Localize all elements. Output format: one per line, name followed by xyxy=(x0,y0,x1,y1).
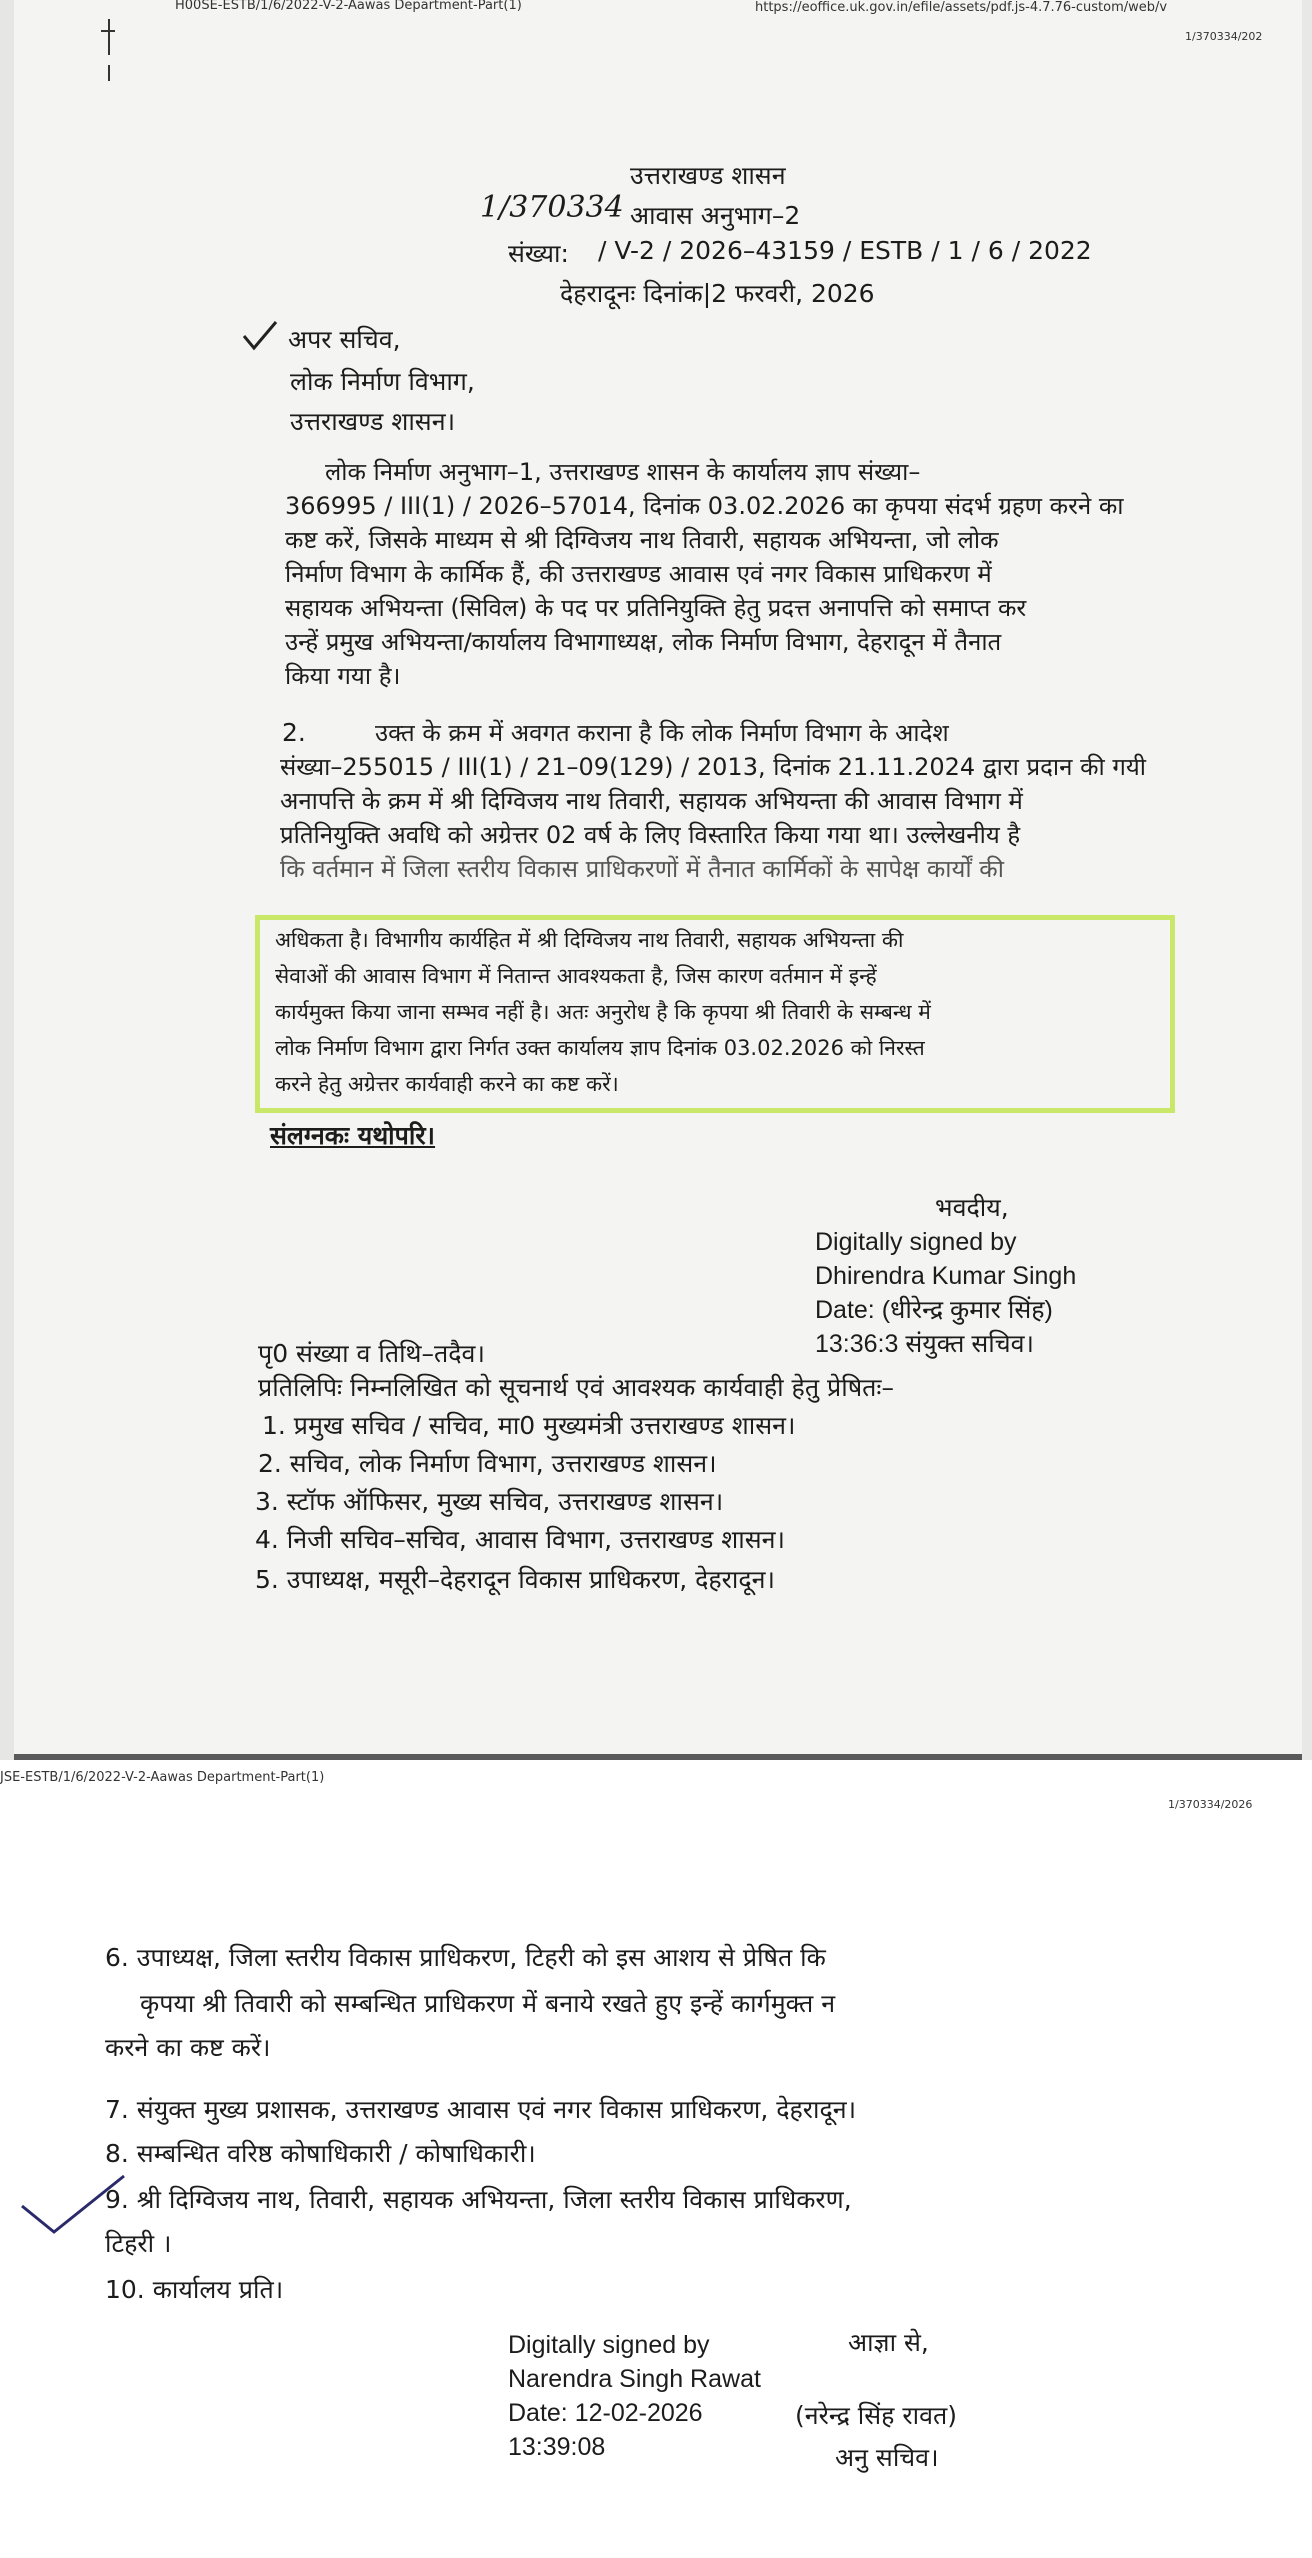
paragraph-2-line: संख्या–255015 / III(1) / 21–09(129) / 2013, दिनांक 21.11.2024 द्वारा प्रदान की गयी xyxy=(280,753,1146,781)
scan-left-edge xyxy=(0,0,14,1760)
tick-mark-icon xyxy=(240,318,280,352)
paragraph-1-line: सहायक अभियन्ता (सिविल) के पद पर प्रतिनियुक्ति हेतु प्रदत्त अनापत्ति को समाप्त कर xyxy=(285,594,1027,622)
paragraph-1-line: निर्माण विभाग के कार्मिक हैं, की उत्तराखण्ड आवास एवं नगर विकास प्राधिकरण में xyxy=(285,560,992,588)
signature-line: 13:36:3 संयुक्त सचिव। xyxy=(815,1330,1034,1358)
file-url-header: https://eoffice.uk.gov.in/efile/assets/pdf.js-4.7.76-custom/web/v xyxy=(755,0,1168,15)
paragraph-2-line: प्रतिनियुक्ति अवधि को अग्रेत्तर 02 वर्ष के लिए विस्तारित किया गया था। उल्लेखनीय है xyxy=(280,821,1021,849)
signature-line: Digitally signed by xyxy=(508,2331,710,2359)
paragraph-1-line: किया गया है। xyxy=(285,662,401,690)
addressee-title: अपर सचिव, xyxy=(288,325,401,354)
by-order: आज्ञा से, xyxy=(848,2328,929,2357)
signature-line: Date: (धीरेन्द्र कुमार सिंह) xyxy=(815,1296,1053,1324)
heading-govt: उत्तराखण्ड शासन xyxy=(630,161,786,190)
copy-list-item-10: 10. कार्यालय प्रति। xyxy=(105,2275,284,2304)
digital-signature-2 xyxy=(508,2328,761,2464)
copy-list-item: 3. स्टॉफ ऑफिसर, मुख्य सचिव, उत्तराखण्ड शासन। xyxy=(255,1487,724,1516)
signature-line: Dhirendra Kumar Singh xyxy=(815,1262,1077,1290)
copy-list-item-9: 9. श्री दिग्विजय नाथ, तिवारी, सहायक अभियन्ता, जिला स्तरीय विकास प्राधिकरण, xyxy=(105,2185,852,2214)
paragraph-2-number: 2. xyxy=(282,718,306,747)
copy-list-item-6-cont: कृपया श्री तिवारी को सम्बन्धित प्राधिकरण में बनाये रखते हुए इन्हें कार्गमुक्त न xyxy=(140,1989,836,2018)
paragraph-2-line: अनापत्ति के क्रम में श्री दिग्विजय नाथ तिवारी, सहायक अभियन्ता की आवास विभाग में xyxy=(280,787,1023,815)
digital-signature-1 xyxy=(815,1225,1076,1361)
paragraph-1-line: उन्हें प्रमुख अभियन्ता/कार्यालय विभागाध्यक्ष, लोक निर्माण विभाग, देहरादून में तैनात xyxy=(285,628,1002,656)
copy-to-heading: प्रतिलिपिः निम्नलिखित को सूचनार्थ एवं आवश्यक कार्यवाही हेतु प्रेषितः– xyxy=(258,1373,894,1402)
file-header-left: H00SE-ESTB/1/6/2022-V-2-Aawas Department-Part(1) xyxy=(175,0,522,13)
copy-list-item-6-cont: करने का कष्ट करें। xyxy=(105,2033,271,2062)
scan-right-edge xyxy=(1302,0,1312,1760)
copy-list-item-6: 6. उपाध्यक्ष, जिला स्तरीय विकास प्राधिकरण, टिहरी को इस आशय से प्रेषित कि xyxy=(105,1943,826,1972)
handwritten-mark-icon xyxy=(95,15,125,85)
sankhya-label: संख्या: xyxy=(508,239,569,268)
copy-list-item: 1. प्रमुख सचिव / सचिव, मा0 मुख्यमंत्री उत्तराखण्ड शासन। xyxy=(262,1411,796,1440)
signatory-designation: अनु सचिव। xyxy=(835,2443,939,2472)
file-header-left: JSE-ESTB/1/6/2022-V-2-Aawas Department-Part(1) xyxy=(0,1770,325,1785)
highlighted-text xyxy=(275,922,1160,1102)
highlighted-line: करने हेतु अग्रेत्तर कार्यवाही करने का कष्ट करें। xyxy=(275,1072,619,1096)
highlighted-line: लोक निर्माण विभाग द्वारा निर्गत उक्त कार्यालय ज्ञाप दिनांक 03.02.2026 को निरस्त xyxy=(275,1036,925,1060)
file-ref-number: 1/370334/202 xyxy=(1185,30,1263,43)
signature-line: Date: 12-02-2026 xyxy=(508,2399,703,2427)
signature-line: Narendra Singh Rawat xyxy=(508,2365,761,2393)
paragraph-2-line: कि वर्तमान में जिला स्तरीय विकास प्राधिकरणों में तैनात कार्मिकों के सापेक्ष कार्यों की xyxy=(280,855,1004,883)
highlighted-line: सेवाओं की आवास विभाग में नितान्त आवश्यकता है, जिस कारण वर्तमान में इन्हें xyxy=(275,964,877,988)
handwritten-diary-number: 1/370334 xyxy=(480,190,624,225)
closing-bhavdiya: भवदीय, xyxy=(935,1193,1009,1222)
addressee-govt: उत्तराखण्ड शासन। xyxy=(290,407,456,436)
copy-list-item: 4. निजी सचिव–सचिव, आवास विभाग, उत्तराखण्ड शासन। xyxy=(255,1525,786,1554)
paragraph-1 xyxy=(285,455,1155,693)
file-ref-number: 1/370334/2026 xyxy=(1168,1798,1253,1811)
copy-list-item-7: 7. संयुक्त मुख्य प्रशासक, उत्तराखण्ड आवास एवं नगर विकास प्राधिकरण, देहरादून। xyxy=(105,2095,857,2124)
signature-line: 13:39:08 xyxy=(508,2433,606,2461)
paragraph-1-line: लोक निर्माण अनुभाग–1, उत्तराखण्ड शासन के कार्यालय ज्ञाप संख्या– xyxy=(325,458,921,486)
signature-line: Digitally signed by xyxy=(815,1228,1017,1256)
paragraph-1-line: कष्ट करें, जिसके माध्यम से श्री दिग्विजय नाथ तिवारी, सहायक अभियन्ता, जो लोक xyxy=(285,526,999,554)
copy-list-item: 5. उपाध्यक्ष, मसूरी–देहरादून विकास प्राधिकरण, देहरादून। xyxy=(255,1565,776,1594)
highlighted-line: कार्यमुक्त किया जाना सम्भव नहीं है। अतः अनुरोध है कि कृपया श्री तिवारी के सम्बन्ध में xyxy=(275,1000,931,1024)
copy-list-item-9-cont: टिहरी । xyxy=(105,2229,172,2258)
letter-date: देहरादूनः दिनांक|2 फरवरी, 2026 xyxy=(560,279,875,308)
addressee-department: लोक निर्माण विभाग, xyxy=(290,367,475,396)
letter-page-2 xyxy=(0,1760,1312,2558)
paragraph-2-line: उक्त के क्रम में अवगत कराना है कि लोक निर्माण विभाग के आदेश xyxy=(375,719,949,747)
reference-line: पृ0 संख्या व तिथि–तदैव। xyxy=(258,1339,485,1368)
letter-number: / V-2 / 2026–43159 / ESTB / 1 / 6 / 2022 xyxy=(598,236,1092,265)
paragraph-2 xyxy=(280,716,1155,886)
highlighted-line: अधिकता है। विभागीय कार्यहित में श्री दिग्विजय नाथ तिवारी, सहायक अभियन्ता की xyxy=(275,928,904,952)
enclosure-note: संलग्नकः यथोपरि। xyxy=(270,1121,436,1150)
copy-list-item-8: 8. सम्बन्धित वरिष्ठ कोषाधिकारी / कोषाधिकारी। xyxy=(105,2139,536,2168)
signatory-name: (नरेन्द्र सिंह रावत) xyxy=(795,2401,958,2430)
paragraph-1-line: 366995 / III(1) / 2026–57014, दिनांक 03.02.2026 का कृपया संदर्भ ग्रहण करने का xyxy=(285,492,1124,520)
heading-section: आवास अनुभाग–2 xyxy=(630,201,801,230)
copy-list-item: 2. सचिव, लोक निर्माण विभाग, उत्तराखण्ड शासन। xyxy=(258,1449,717,1478)
